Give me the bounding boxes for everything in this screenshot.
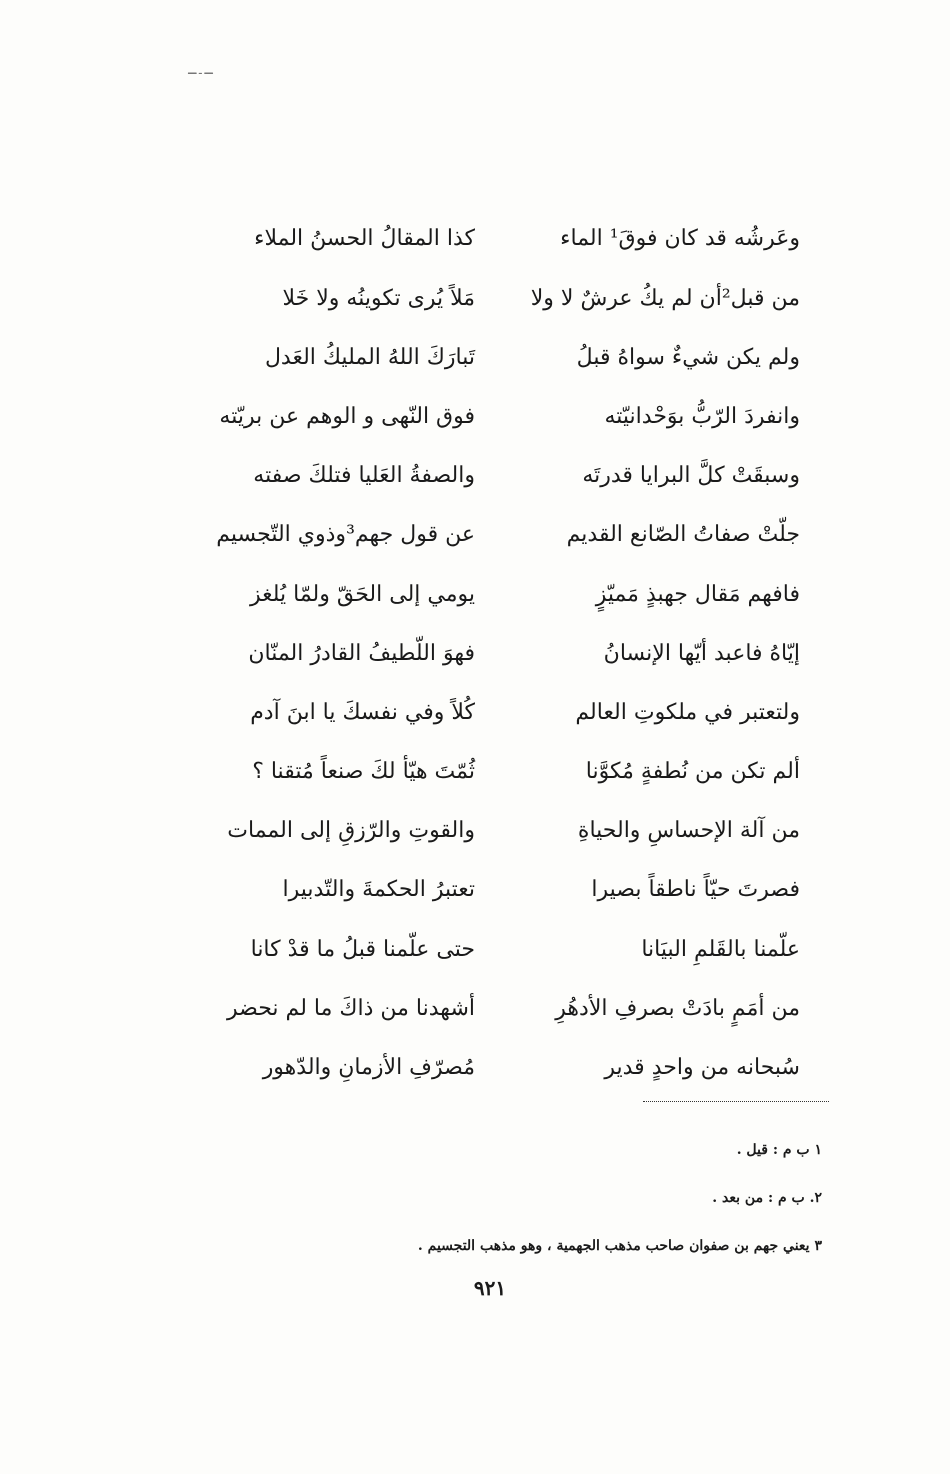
page-number: ٩٢١: [473, 1276, 507, 1300]
second-hemistich: كذا المقالُ الحسنُ الملاء: [254, 226, 475, 252]
second-hemistich: حتى علّمنا قبلُ ما قدْ كانا: [250, 936, 475, 962]
second-hemistich: فوق النّهى و الوهم عن بريّته: [219, 403, 475, 429]
footnote: ٣ يعني جهم بن صفوان صاحب مذهب الجهمية ، وهو مذهب التجسيم .: [417, 1238, 822, 1254]
verse-line: [210, 269, 800, 328]
first-hemistich: ألم تكن من نُطفةٍ مُكوَّنا: [585, 759, 800, 785]
verse-line: [210, 388, 800, 447]
verse-line: [210, 802, 800, 861]
second-hemistich: ثُمّتَ هيّأ لكَ صنعاً مُتقنا ؟: [252, 759, 475, 785]
first-hemistich: من أمَمٍ بادَتْ بصرفِ الأدهُرِ: [555, 995, 800, 1021]
second-hemistich: فهوَ اللّطيفُ القادرُ المنّان: [248, 640, 475, 666]
verse-line: [210, 979, 800, 1038]
verse-line: [210, 920, 800, 979]
second-hemistich: والقوتِ والرّزقِ إلى الممات: [227, 818, 475, 844]
footnote: ١ ب م : قيل .: [736, 1142, 822, 1158]
verse-line: [210, 624, 800, 683]
first-hemistich: وعَرشُه قد كان فوقَ¹ الماء: [560, 226, 800, 252]
second-hemistich: يومي إلى الحَقّ ولمّا يُلغز: [249, 581, 475, 607]
verse-line: [210, 861, 800, 920]
verse-line: [210, 210, 800, 269]
first-hemistich: ولم يكن شيءٌ سواهُ قبلُ: [576, 344, 800, 370]
first-hemistich: جلّتْ صفاتُ الصّانع القديم: [566, 522, 800, 548]
poem-verses: [210, 210, 800, 1098]
first-hemistich: وانفردَ الرّبُّ بوَحْدانيّته: [604, 403, 800, 429]
first-hemistich: فافهم مَقال جهبذٍ مَميّزٍ: [595, 581, 800, 607]
footnote: ٢. ب م : من بعد .: [712, 1190, 822, 1206]
first-hemistich: من قبل²أن لم يكُ عرشٌ لا ولا: [530, 285, 800, 311]
verse-line: [210, 506, 800, 565]
second-hemistich: تَبارَكَ اللهُ المليكُ العَدل: [264, 344, 475, 370]
second-hemistich: مَلاً يُرى تكوينُه ولا خَلا: [282, 285, 475, 311]
first-hemistich: علّمنا بالقَلمِ البيَانا: [641, 936, 800, 962]
verse-line: [210, 328, 800, 387]
first-hemistich: سُبحانه من واحدٍ قدير: [604, 1055, 800, 1081]
second-hemistich: كُلاً وفي نفسكَ يا ابنَ آدم: [250, 699, 475, 725]
corner-mark: ـ۔ـ: [188, 62, 213, 78]
second-hemistich: عن قول جهم³وذوي التّجسيم: [216, 522, 475, 548]
first-hemistich: من آلة الإحساسِ والحياةِ: [577, 818, 800, 844]
verse-line: [210, 1039, 800, 1098]
verse-line: [210, 684, 800, 743]
verse-line: [210, 743, 800, 802]
second-hemistich: والصفةُ العَليا فتلكَ صفته: [253, 463, 475, 489]
first-hemistich: ولتعتبر في ملكوتِ العالم: [575, 699, 800, 725]
first-hemistich: وسبقَتْ كلَّ البرايا قدرتَه: [582, 463, 800, 489]
verse-line: [210, 565, 800, 624]
second-hemistich: أشهدنا من ذاكَ ما لم نحضر: [227, 995, 475, 1021]
footnotes: [262, 1138, 822, 1282]
verse-line: [210, 447, 800, 506]
footnote-separator: [643, 1101, 829, 1102]
second-hemistich: مُصرّفِ الأزمانِ والدّهور: [262, 1055, 475, 1081]
first-hemistich: فصرتَ حيّاً ناطقاً بصيرا: [591, 877, 800, 903]
second-hemistich: تعتبرُ الحكمةَ والتّدبيرا: [282, 877, 475, 903]
first-hemistich: إيّاهُ فاعبد أيّها الإنسانُ: [603, 640, 800, 666]
